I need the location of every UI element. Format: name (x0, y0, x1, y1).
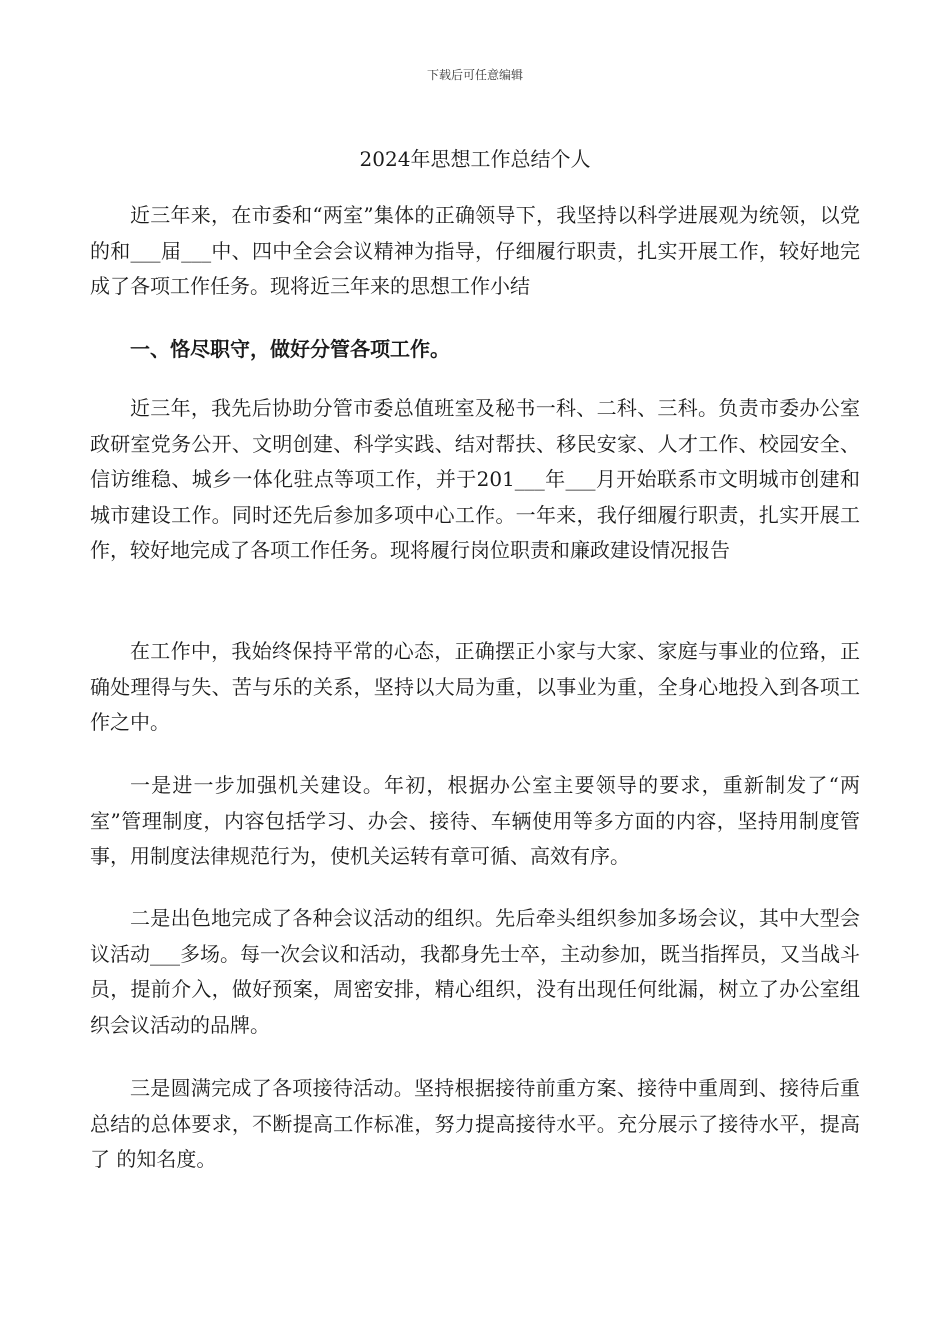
document-title: 2024年思想工作总结个人 (359, 147, 591, 171)
section-heading-1: 一、恪尽职守，做好分管各项工作。 (130, 337, 450, 361)
paragraph-3: 一是进一步加强机关建设。年初，根据办公室主要领导的要求，重新制发了“两室”管理制度，内容包括学习、办会、接待、车辆使用等多方面的内容，坚持用制度管事，用制度法律规范行为，使机关运转有章可循、高效有序。 (90, 773, 860, 868)
paragraph-1: 近三年，我先后协助分管市委总值班室及秘书一科、二科、三科。负责市委办公室政研室党务公开、文明创建、科学实践、结对帮扶、移民安家、人才工作、校园安全、信访维稳、城乡一体化驻点等项工作，并于201___年___月开始联系市文明城市创建和城市建设工作。同时还先后参加多项中心工作。一年来，我仔细履行职责，扎实开展工作，较好地完成了各项工作任务。现将履行岗位职责和廉政建设情况报告 (90, 396, 860, 562)
intro-paragraph: 近三年来，在市委和“两室”集体的正确领导下，我坚持以科学进展观为统领，以党的和___届___中、四中全会会议精神为指导，仔细履行职责，扎实开展工作，较好地完成了各项工作任务。现将近三年来的思想工作小结 (90, 203, 860, 298)
paragraph-2: 在工作中，我始终保持平常的心态，正确摆正小家与大家、家庭与事业的位臵，正确处理得与失、苦与乐的关系，坚持以大局为重，以事业为重，全身心地投入到各项工作之中。 (90, 639, 860, 734)
paragraph-5: 三是圆满完成了各项接待活动。坚持根据接待前重方案、接待中重周到、接待后重总结的总体要求，不断提高工作标准，努力提高接待水平。充分展示了接待水平，提高了 的知名度。 (90, 1076, 860, 1171)
header-note: 下载后可任意编辑 (426, 68, 523, 82)
paragraph-4: 二是出色地完成了各种会议活动的组织。先后牵头组织参加多场会议，其中大型会议活动___多场。每一次会议和活动，我都身先士卒，主动参加，既当指挥员，又当战斗员，提前介入，做好预案，周密安排，精心组织，没有出现任何纰漏，树立了办公室组织会议活动的品牌。 (90, 906, 860, 1037)
